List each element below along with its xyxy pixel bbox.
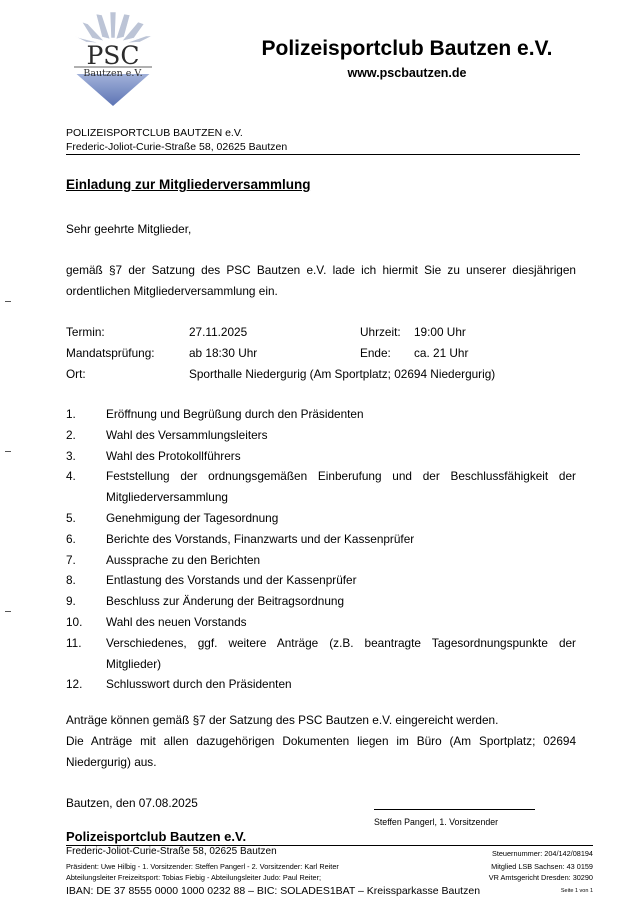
ende-label: Ende:: [360, 346, 391, 360]
footer-club-name: Polizeisportclub Bautzen e.V.: [66, 829, 247, 844]
footer-address: Frederic-Joliot-Curie-Straße 58, 02625 Bautzen: [66, 846, 277, 857]
agenda-item: [66, 633, 576, 675]
agenda-item: [66, 570, 576, 591]
agenda-text: Beschluss zur Änderung der Beitragsordnung: [106, 594, 345, 609]
agenda-item: [66, 425, 576, 446]
letter-subject: Einladung zur Mitgliederversammlung: [66, 177, 311, 192]
fold-mark: [5, 301, 11, 302]
agenda-item: [66, 508, 576, 529]
closing-documents-note: Die Anträge mit allen dazugehörigen Dokumenten liegen im Büro (Am Sportplatz; 02694 Niedergurig) aus.: [66, 734, 576, 769]
footer-board-line1: Präsident: Uwe Hilbig - 1. Vorsitzender: Steffen Pangerl - 2. Vorsitzender: Karl Reiter: [66, 862, 339, 871]
agenda-item: [66, 550, 576, 571]
agenda-number: 7.: [66, 552, 76, 567]
footer-bank-details: IBAN: DE 37 8555 0000 1000 0232 88 – BIC: SOLADES1BAT – Kreissparkasse Bautzen: [66, 885, 481, 897]
agenda-number: 4.: [66, 469, 76, 484]
sender-divider: [66, 154, 580, 155]
agenda-number: 12.: [66, 677, 83, 692]
agenda-item: [66, 674, 576, 695]
agenda-text: Eröffnung und Begrüßung durch den Präsidenten: [106, 407, 364, 421]
agenda-text: Berichte des Vorstands, Finanzwarts und der Kassenprüfer: [106, 531, 415, 546]
agenda-number: 2.: [66, 427, 76, 442]
closing-motions-note: Anträge können gemäß §7 der Satzung des PSC Bautzen e.V. eingereicht werden.: [66, 713, 499, 727]
agenda-number: 11.: [66, 635, 82, 650]
mandat-label: Mandatsprüfung:: [66, 346, 155, 360]
footer-board-line2: Abteilungsleiter Freizeitsport: Tobias Fiebig - Abteilungsleiter Judo: Paul Reiter;: [66, 873, 321, 882]
sender-address: Frederic-Joliot-Curie-Straße 58, 02625 Bautzen: [66, 141, 288, 153]
agenda-item: [66, 612, 576, 633]
ort-label: Ort:: [66, 367, 86, 381]
agenda-text: Wahl des Protokollführers: [106, 448, 241, 463]
logo-secondary-text: Bautzen e.V.: [83, 68, 143, 79]
logo-graphic: [66, 10, 160, 108]
agenda-number: 1.: [66, 407, 76, 421]
agenda-text: Aussprache zu den Berichten: [106, 552, 261, 567]
salutation: Sehr geehrte Mitglieder,: [66, 222, 192, 236]
agenda-number: 5.: [66, 510, 76, 525]
ende-value: ca. 21 Uhr: [414, 346, 469, 360]
intro-paragraph: gemäß §7 der Satzung des PSC Bautzen e.V. lade ich hiermit Sie zu unserer diesjährigen ordentlichen Mitgliederversammlung ein.: [66, 263, 576, 298]
footer-lsb-member: Mitglied LSB Sachsen: 43 0159: [491, 862, 593, 871]
club-website: www.pscbautzen.de: [347, 66, 467, 80]
logo-primary-text: PSC: [86, 41, 140, 70]
agenda-text: Schlusswort durch den Präsidenten: [106, 677, 292, 692]
sender-name: POLIZEISPORTCLUB BAUTZEN e.V.: [66, 127, 243, 139]
agenda-number: 3.: [66, 448, 76, 463]
footer-register: VR Amtsgericht Dresden: 30290: [488, 873, 593, 882]
fold-mark: [5, 611, 11, 612]
agenda-item: [66, 404, 576, 425]
mandat-value: ab 18:30 Uhr: [189, 346, 258, 360]
club-name-heading: Polizeisportclub Bautzen e.V.: [261, 37, 553, 60]
termin-label: Termin:: [66, 325, 105, 339]
termin-value: 27.11.2025: [189, 325, 248, 339]
agenda-number: 9.: [66, 594, 76, 609]
place-date: Bautzen, den 07.08.2025: [66, 796, 198, 810]
signature-line: [374, 809, 535, 810]
agenda-item: [66, 446, 576, 467]
page-number: Seite 1 von 1: [560, 888, 593, 894]
agenda-number: 10.: [66, 614, 83, 629]
agenda-text: Wahl des neuen Vorstands: [106, 614, 247, 629]
fold-mark: [5, 451, 11, 452]
uhrzeit-value: 19:00 Uhr: [414, 325, 466, 339]
agenda-text: Wahl des Versammlungsleiters: [106, 427, 268, 442]
signatory-name: Steffen Pangerl, 1. Vorsitzender: [374, 817, 499, 827]
agenda-item: [66, 466, 576, 508]
agenda-item: [66, 529, 576, 550]
club-logo: [66, 10, 160, 108]
agenda-text: Feststellung der ordnungsgemäßen Einberufung und der Beschlussfähigkeit der Mitgliederversammlung: [106, 469, 576, 505]
agenda-number: 8.: [66, 573, 76, 588]
agenda-list: [66, 404, 576, 695]
ort-value: Sporthalle Niedergurig (Am Sportplatz; 02694 Niedergurig): [189, 367, 496, 381]
footer-tax-number: Steuernummer: 204/142/08194: [491, 849, 593, 858]
agenda-text: Genehmigung der Tagesordnung: [106, 510, 279, 525]
agenda-text: Entlastung des Vorstands und der Kassenprüfer: [106, 573, 357, 588]
agenda-number: 6.: [66, 531, 76, 546]
agenda-text: Verschiedenes, ggf. weitere Anträge (z.B. beantragte Tagesordnungspunkte der Mitglieder): [106, 635, 576, 671]
uhrzeit-label: Uhrzeit:: [360, 325, 401, 339]
agenda-item: [66, 591, 576, 612]
